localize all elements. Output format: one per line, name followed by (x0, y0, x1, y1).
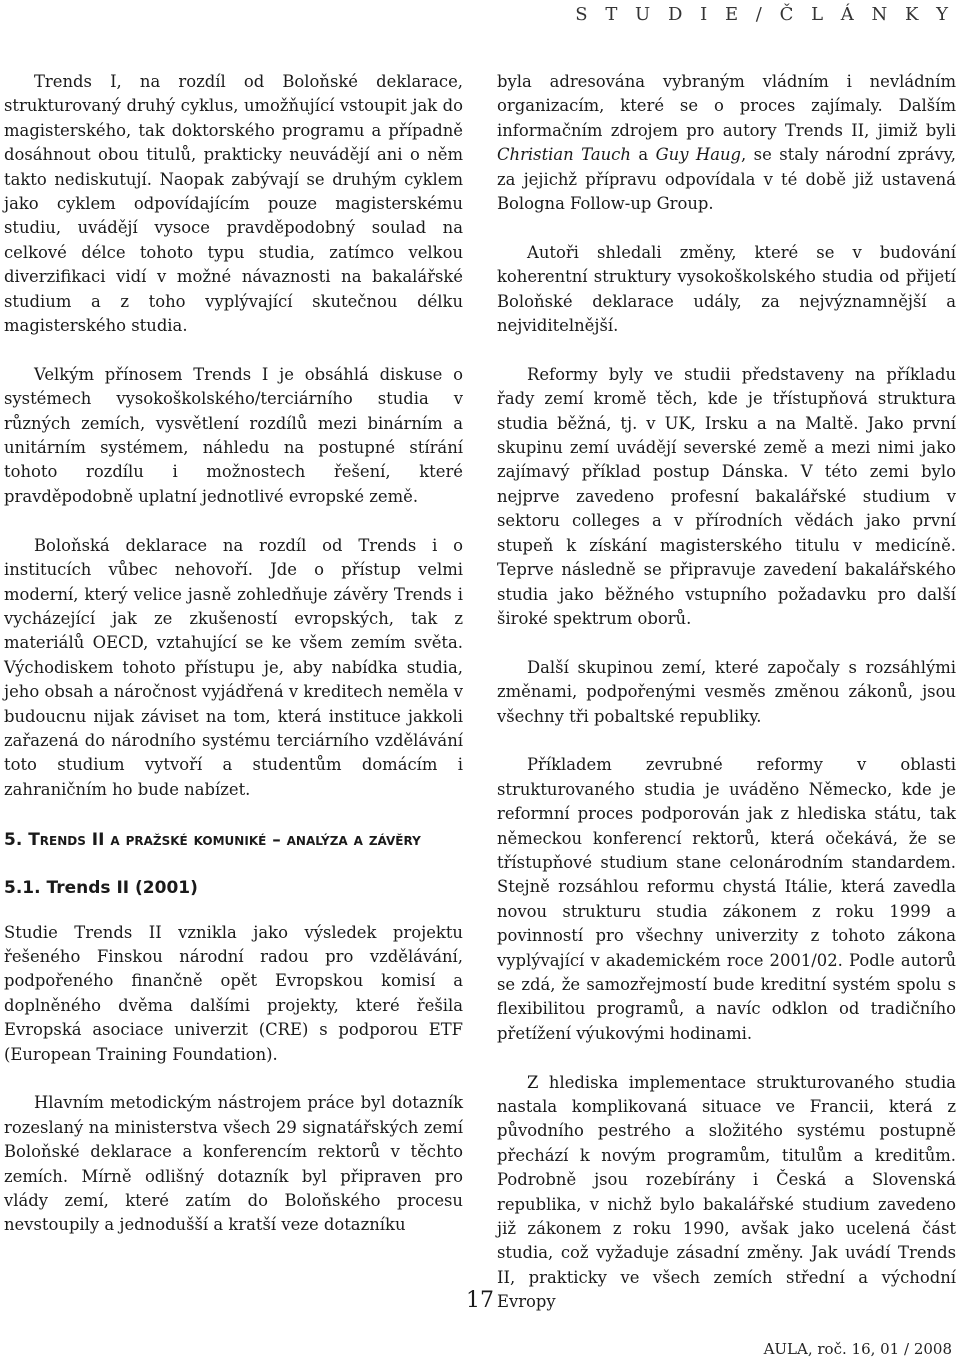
paragraph: Boloňská deklarace na rozdíl od Trends i o institucích vůbec nehovoří. Jde o přístup velmi moderní, který velice jasně zohledňuje závěry Trends i vycházející jak ze zkušeností evropských, tak z materiálů OECD, vztahující se ke všem zemím světa. Východiskem tohoto přístupu je, aby nabídka studia, jeho obsah a náročnost vyjádřená v kreditech neměla v budoucnu nijak záviset na tom, která instituce jakkoli zařazená do národního systému terciárního vzdělávání toto studium vytvoří a studentům domácím i zahraničním ho bude nabízet. (4, 535, 463, 799)
paragraph (497, 70, 956, 216)
running-head: S T U D I E / Č L Á N K Y (575, 4, 954, 25)
paragraph: Velkým přínosem Trends I je obsáhlá diskuse o systémech vysokoškolského/terciárního studia v různých zemích, vysvětlení rozdílů mezi binárním a unitárním systémem, náhledu na postupné stírání tohoto rozdílu i možnostech řešení, které pravděpodobně uplatní jednotlivé evropské země. (4, 364, 463, 506)
paragraph: Další skupinou zemí, které započaly s rozsáhlými změnami, podpořenými vesměs změnou zákonů, jsou všechny tři pobaltské republiky. (497, 657, 956, 726)
left-column (4, 70, 463, 1238)
paragraph: Hlavním metodickým nástrojem práce byl dotazník rozeslaný na ministerstva všech 29 signatářských zemí Boloňské deklarace a konferencím rektorů v těchto zemích. Mírně odlišný dotazník byl připraven pro vlády zemí, které zatím do Boloňského procesu nevstoupily a jednodušší a kratší veze dotazníku (4, 1093, 463, 1235)
author-name: Christian Tauch (497, 145, 631, 165)
paragraph: Trends I, na rozdíl od Boloňské deklarace, strukturovaný druhý cyklus, umožňující vstoupit jak do magisterského, tak doktorského programu a případně dosáhnout obou titulů, prakticky neuvádějí ani o něm takto nediskutují. Naopak zabývají se druhým cyklem jako cyklem odpovídajícím pouze magisterskému studiu, uvádějí vysoce pravděpodobný soulad na celkové délce tohoto typu studia, zatímco velkou diverzifikaci vidí v možné návaznosti na bakalářské studium a z toho vyplývající skutečnou délku magisterského studia. (4, 72, 463, 336)
paragraph: Studie Trends II vznikla jako výsledek projektu řešeného Finskou národní radou pro vzdělávání, podpořeného finančně opět Evropskou komisí a doplněného dvěma dalšími projekty, které řešila Evropská asociace univerzit (CRE) s podporou ETF (European Training Foundation). (4, 922, 463, 1064)
section-heading: 5. Trends II a pražské komuniké – analýza a závěry (4, 829, 421, 850)
author-name: Guy Haug (655, 145, 742, 165)
paragraph: Reformy byly ve studii představeny na příkladu řady zemí kromě těch, kde je třístupňová struktura studia běžná, tj. v UK, Irsku a na Maltě. Jako první skupinu zemí uvádějí severské země a mezi nimi jako zajímavý příklad postup Dánska. V této zemi bylo nejprve zavedeno profesní bakalářské studium v sektoru colleges a v přírodních vědách jako první stupeň k získání magisterského titulu v medicíně. Teprve následně se připravuje zavedení bakalářského studia jako běžného vstupního požadavku pro další široké spektrum oborů. (497, 364, 956, 628)
paragraph-text: , se staly národní zprávy, za jejichž přípravu odpovídala v té době již ustavená Bologna Follow-up Group. (497, 145, 956, 214)
paragraph: Autoři shledali změny, které se v budování koherentní struktury vysokoškolského studia od přijetí Boloňské deklarace udály, za nejvýznamnější a nejviditelnější. (497, 242, 956, 336)
page-number: 17 (466, 1288, 494, 1313)
paragraph: Z hlediska implementace strukturovaného studia nastala komplikovaná situace ve Francii, která z původního pestrého a složitého systému postupně přechází k novým programům, titulům a kreditům. Podrobně jsou rozebírány i Česká a Slovenská republika, v nichž bylo bakalářské studium zavedeno již zákonem z roku 1990, avšak jako ucelená část studia, což vyžaduje zásadní změny. Jak uvádí Trends II, prakticky ve všech zemích střední a východní Evropy (497, 1072, 956, 1312)
conjunction: a (638, 145, 649, 165)
footer-citation: AULA, roč. 16, 01 / 2008 (763, 1340, 952, 1358)
paragraph-text: byla adresována vybraným vládním i nevládním organizacím, které se o proces zajímaly. Dalším informačním zdrojem pro autory Trends II, jimiž byli (497, 72, 956, 140)
subsection-heading: 5.1. Trends II (2001) (4, 877, 198, 898)
paragraph: Příkladem zevrubné reformy v oblasti strukturovaného studia je uváděno Německo, kde je reformní proces podporován jak z hlediska státu, tak německou konferencí rektorů, která očekává, že se třístupňové studium stane celonárodním standardem. Stejně rozsáhlou reformu chystá Itálie, která zavedla novou strukturu studia zákonem z roku 1999 a povinností pro všechny univerzity z tohoto zákona vyplývající v akademickém roce 2001/02. Podle autorů se zdá, že samozřejmostí bude kreditní systém spolu s flexibilitou programů, a navíc odklon od tradičního přetížení výukovými hodinami. (497, 755, 956, 1043)
right-column (497, 70, 956, 1315)
